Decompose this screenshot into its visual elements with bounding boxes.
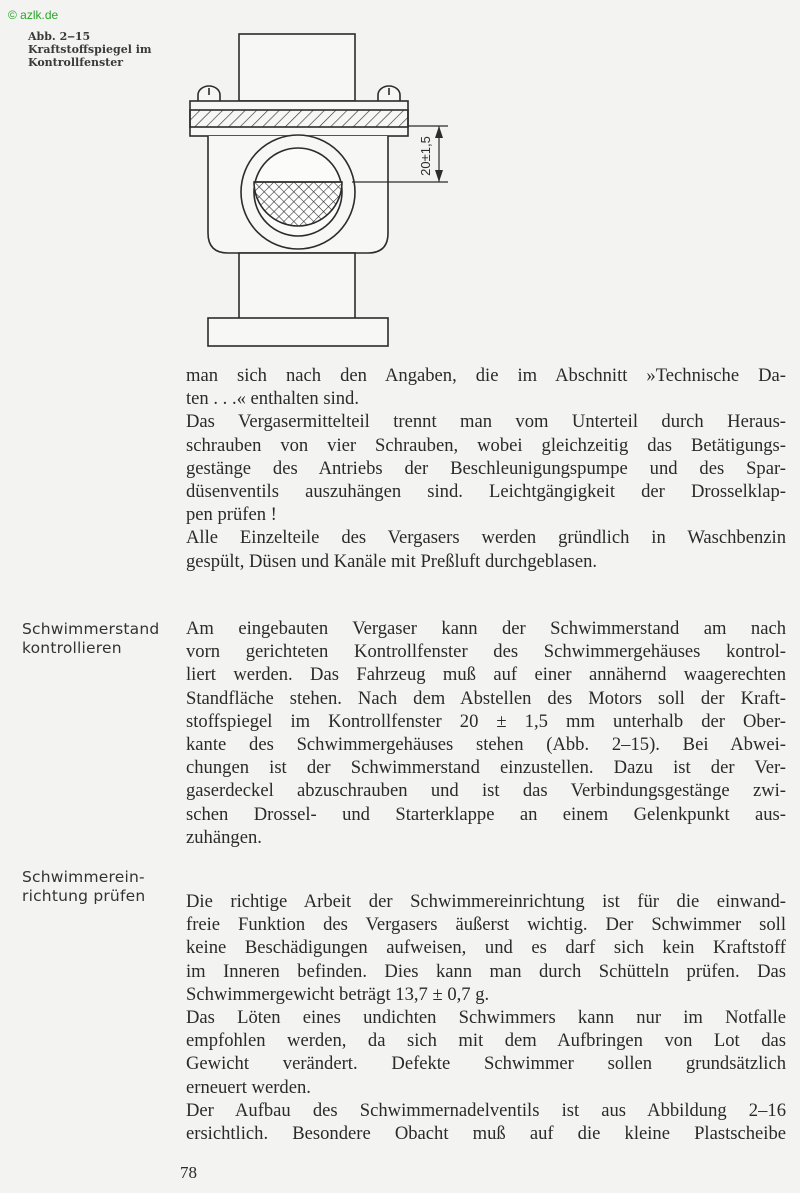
text-line: gespült, Düsen und Kanäle mit Preßluft durchgeblasen. xyxy=(186,550,598,572)
continuation-text xyxy=(186,364,786,573)
dimension-label: 20±1,5 xyxy=(418,136,433,176)
heading-line: richtung prüfen xyxy=(22,887,146,905)
figure-caption-number: Abb. 2‒15 xyxy=(28,30,91,43)
paragraph xyxy=(186,617,786,849)
text-line: Das Vergasermittelteil trennt man vom Unterteil durch Heraus- xyxy=(186,411,786,433)
paragraph xyxy=(186,526,786,572)
text-line: pen prüfen ! xyxy=(186,504,277,526)
heading-line: Schwimmerstand xyxy=(22,620,160,638)
text-line: liert werden. Das Fahrzeug muß auf einer annähernd waagerechten xyxy=(186,664,786,686)
section-heading-float-level xyxy=(22,620,159,658)
figure-caption xyxy=(28,30,152,69)
page-number: 78 xyxy=(180,1163,197,1182)
text-line: schrauben von vier Schrauben, wobei gleichzeitig das Betätigungs- xyxy=(186,434,786,456)
text-line: man sich nach den Angaben, die im Abschnitt »Technische Da- xyxy=(186,365,786,386)
section-body-float-check xyxy=(186,890,786,1145)
section-heading-float-check xyxy=(22,868,145,906)
watermark: © azlk.de xyxy=(8,8,59,22)
paragraph xyxy=(186,890,786,1006)
text-line: Die richtige Arbeit der Schwimmereinrichtung ist für die einwand- xyxy=(186,891,786,912)
text-line: Schwimmergewicht beträgt 13,7 ± 0,7 g. xyxy=(186,983,490,1005)
paragraph xyxy=(186,410,786,526)
float-chamber-figure xyxy=(180,28,470,348)
lower-stem xyxy=(239,253,355,321)
text-line: chungen ist der Schwimmerstand einzustellen. Dazu ist der Ver- xyxy=(186,757,786,779)
text-line: Alle Einzelteile des Vergasers werden gründlich in Waschbenzin xyxy=(186,527,786,549)
heading-line: kontrollieren xyxy=(22,639,122,657)
paragraph xyxy=(186,1006,786,1099)
figure-caption-title-line1: Kraftstoffspiegel im xyxy=(28,43,152,56)
text-line: ersichtlich. Besondere Obacht muß auf die kleine Plastscheibe xyxy=(186,1123,786,1145)
top-stem xyxy=(239,34,355,101)
dimension-arrow-down xyxy=(435,170,443,182)
text-line: vorn gerichteten Kontrollfenster des Schwimmergehäuses kontrol- xyxy=(186,641,786,663)
text-line: stoffspiegel im Kontrollfenster 20 ± 1,5 mm unterhalb der Ober- xyxy=(186,710,786,732)
text-line: Gewicht verändert. Defekte Schwimmer sollen grundsätzlich xyxy=(186,1053,786,1075)
text-line: Standfläche stehen. Nach dem Abstellen des Motors soll der Kraft- xyxy=(186,687,786,709)
paragraph xyxy=(186,1099,786,1145)
heading-line: Schwimmerein- xyxy=(22,868,145,886)
text-line: kante des Schwimmergehäuses stehen (Abb. 2‒15). Bei Abwei- xyxy=(186,734,786,756)
gasket-hatched xyxy=(190,110,408,127)
text-line: freie Funktion des Vergasers äußerst wichtig. Der Schwimmer soll xyxy=(186,914,786,936)
text-line: im Inneren befinden. Dies kann man durch Schütteln prüfen. Das xyxy=(186,960,786,982)
text-line: erneuert werden. xyxy=(186,1076,311,1098)
section-body-float-level xyxy=(186,617,786,849)
text-line: Am eingebauten Vergaser kann der Schwimmerstand am nach xyxy=(186,618,786,639)
paragraph xyxy=(186,364,786,410)
text-line: düsenventils auszuhängen sind. Leichtgängigkeit der Drosselklap- xyxy=(186,481,786,503)
text-line: Das Löten eines undichten Schwimmers kann nur im Notfalle xyxy=(186,1007,786,1029)
dimension-arrow-up xyxy=(435,126,443,138)
text-line: schen Drossel- und Starterklappe an einem Gelenkpunkt aus- xyxy=(186,803,786,825)
text-line: gaserdeckel abzuschrauben und ist das Verbindungsgestänge zwi- xyxy=(186,780,786,802)
base-plate xyxy=(208,318,388,346)
figure-caption-title-line2: Kontrollfenster xyxy=(28,56,124,69)
text-line: zuhängen. xyxy=(186,826,262,848)
text-line: empfohlen werden, da sich mit dem Aufbringen von Lot das xyxy=(186,1030,786,1052)
text-line: keine Beschädigungen aufweisen, und es darf sich kein Kraftstoff xyxy=(186,937,786,959)
text-line: gestänge des Antriebs der Beschleunigungspumpe und des Spar- xyxy=(186,457,786,479)
text-line: ten . . .« enthalten sind. xyxy=(186,388,359,410)
text-line: Der Aufbau des Schwimmernadelventils ist aus Abbildung 2‒16 xyxy=(186,1099,786,1121)
